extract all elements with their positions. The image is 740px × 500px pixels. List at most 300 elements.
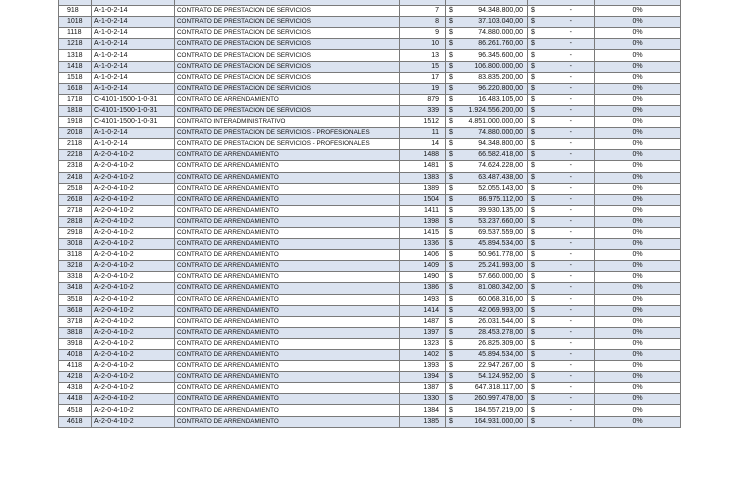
currency-symbol-cell: $ xyxy=(528,316,540,327)
execution-percent-cell: 0% xyxy=(595,338,681,349)
row-id-cell: 918 xyxy=(59,6,92,17)
budget-code-cell: A-2-0-4-10-2 xyxy=(92,372,175,383)
currency-symbol-cell: $ xyxy=(446,161,458,172)
execution-percent-cell: 0% xyxy=(595,150,681,161)
currency-symbol-cell: $ xyxy=(446,17,458,28)
contract-number-cell: 1394 xyxy=(400,372,446,383)
contract-amount-cell: 74.880.000,00 xyxy=(458,128,528,139)
table-row xyxy=(59,283,681,294)
currency-symbol-cell: $ xyxy=(528,39,540,50)
contract-type-cell: CONTRATO DE ARRENDAMIENTO xyxy=(175,405,400,416)
currency-symbol-cell: $ xyxy=(528,405,540,416)
budget-code-cell: A-2-0-4-10-2 xyxy=(92,205,175,216)
contract-number-cell: 17 xyxy=(400,72,446,83)
budget-code-cell: A-2-0-4-10-2 xyxy=(92,294,175,305)
table-row xyxy=(59,28,681,39)
table-row xyxy=(59,17,681,28)
execution-percent-cell: 0% xyxy=(595,405,681,416)
executed-amount-cell: - xyxy=(540,172,595,183)
row-id-cell: 2418 xyxy=(59,172,92,183)
contract-amount-cell: 106.800.000,00 xyxy=(458,61,528,72)
contract-amount-cell: 26.825.309,00 xyxy=(458,338,528,349)
budget-code-cell: A-1-0-2-14 xyxy=(92,17,175,28)
row-id-cell: 3318 xyxy=(59,272,92,283)
table-row xyxy=(59,338,681,349)
currency-symbol-cell: $ xyxy=(446,205,458,216)
currency-symbol-cell: $ xyxy=(528,283,540,294)
row-id-cell: 3518 xyxy=(59,294,92,305)
currency-symbol-cell: $ xyxy=(528,61,540,72)
currency-symbol-cell: $ xyxy=(446,216,458,227)
table-row xyxy=(59,372,681,383)
contract-type-cell: CONTRATO DE PRESTACION DE SERVICIOS xyxy=(175,17,400,28)
contract-amount-cell: 184.557.219,00 xyxy=(458,405,528,416)
executed-amount-cell: - xyxy=(540,128,595,139)
contract-type-cell: CONTRATO DE ARRENDAMIENTO xyxy=(175,305,400,316)
contract-type-cell: CONTRATO DE ARRENDAMIENTO xyxy=(175,394,400,405)
table-row xyxy=(59,194,681,205)
contract-type-cell: CONTRATO DE ARRENDAMIENTO xyxy=(175,283,400,294)
row-id-cell: 1718 xyxy=(59,94,92,105)
row-id-cell: 4018 xyxy=(59,350,92,361)
contract-number-cell: 8 xyxy=(400,17,446,28)
executed-amount-cell: - xyxy=(540,283,595,294)
contract-amount-cell: 260.997.478,00 xyxy=(458,394,528,405)
currency-symbol-cell: $ xyxy=(528,94,540,105)
executed-amount-cell: - xyxy=(540,361,595,372)
contract-amount-cell: 45.894.534,00 xyxy=(458,350,528,361)
row-id-cell: 1318 xyxy=(59,50,92,61)
executed-amount-cell: - xyxy=(540,72,595,83)
row-id-cell: 3918 xyxy=(59,338,92,349)
contract-type-cell: CONTRATO DE ARRENDAMIENTO xyxy=(175,294,400,305)
executed-amount-cell: - xyxy=(540,105,595,116)
budget-code-cell: A-1-0-2-14 xyxy=(92,50,175,61)
contract-type-cell: CONTRATO DE ARRENDAMIENTO xyxy=(175,183,400,194)
execution-percent-cell: 0% xyxy=(595,61,681,72)
contract-amount-cell: 22.947.267,00 xyxy=(458,361,528,372)
currency-symbol-cell: $ xyxy=(446,139,458,150)
currency-symbol-cell: $ xyxy=(446,405,458,416)
currency-symbol-cell: $ xyxy=(446,350,458,361)
currency-symbol-cell: $ xyxy=(446,261,458,272)
row-id-cell: 2118 xyxy=(59,139,92,150)
currency-symbol-cell: $ xyxy=(528,161,540,172)
currency-symbol-cell: $ xyxy=(446,150,458,161)
contract-number-cell: 13 xyxy=(400,50,446,61)
contract-number-cell: 1398 xyxy=(400,216,446,227)
row-id-cell: 2718 xyxy=(59,205,92,216)
budget-code-cell: A-2-0-4-10-2 xyxy=(92,216,175,227)
currency-symbol-cell: $ xyxy=(446,305,458,316)
currency-symbol-cell: $ xyxy=(528,172,540,183)
executed-amount-cell: - xyxy=(540,383,595,394)
executed-amount-cell: - xyxy=(540,261,595,272)
currency-symbol-cell: $ xyxy=(446,194,458,205)
execution-percent-cell: 0% xyxy=(595,227,681,238)
currency-symbol-cell: $ xyxy=(446,183,458,194)
execution-percent-cell: 0% xyxy=(595,294,681,305)
execution-percent-cell: 0% xyxy=(595,416,681,427)
table-row xyxy=(59,161,681,172)
table-row xyxy=(59,394,681,405)
budget-code-cell: A-2-0-4-10-2 xyxy=(92,183,175,194)
executed-amount-cell: - xyxy=(540,272,595,283)
row-id-cell: 4118 xyxy=(59,361,92,372)
table-row xyxy=(59,72,681,83)
execution-percent-cell: 0% xyxy=(595,239,681,250)
executed-amount-cell: - xyxy=(540,327,595,338)
table-row xyxy=(59,83,681,94)
budget-code-cell: A-2-0-4-10-2 xyxy=(92,361,175,372)
row-id-cell: 3418 xyxy=(59,283,92,294)
table-row xyxy=(59,405,681,416)
table-row xyxy=(59,361,681,372)
contract-type-cell: CONTRATO DE PRESTACION DE SERVICIOS xyxy=(175,50,400,61)
contract-number-cell: 339 xyxy=(400,105,446,116)
executed-amount-cell: - xyxy=(540,305,595,316)
budget-code-cell: A-2-0-4-10-2 xyxy=(92,150,175,161)
execution-percent-cell: 0% xyxy=(595,139,681,150)
executed-amount-cell: - xyxy=(540,139,595,150)
budget-code-cell: A-2-0-4-10-2 xyxy=(92,272,175,283)
currency-symbol-cell: $ xyxy=(528,50,540,61)
executed-amount-cell: - xyxy=(540,405,595,416)
currency-symbol-cell: $ xyxy=(528,294,540,305)
budget-code-cell: A-2-0-4-10-2 xyxy=(92,283,175,294)
contract-number-cell: 1490 xyxy=(400,272,446,283)
budget-code-cell: C-4101-1500-1-0-31 xyxy=(92,105,175,116)
currency-symbol-cell: $ xyxy=(528,139,540,150)
contract-type-cell: CONTRATO DE PRESTACION DE SERVICIOS - PROFESIONALES xyxy=(175,128,400,139)
table-row xyxy=(59,39,681,50)
executed-amount-cell: - xyxy=(540,50,595,61)
execution-percent-cell: 0% xyxy=(595,216,681,227)
row-id-cell: 4518 xyxy=(59,405,92,416)
contract-amount-cell: 86.975.112,00 xyxy=(458,194,528,205)
row-id-cell: 1618 xyxy=(59,83,92,94)
currency-symbol-cell: $ xyxy=(528,350,540,361)
executed-amount-cell: - xyxy=(540,61,595,72)
execution-percent-cell: 0% xyxy=(595,194,681,205)
table-row xyxy=(59,50,681,61)
execution-percent-cell: 0% xyxy=(595,94,681,105)
contract-type-cell: CONTRATO DE ARRENDAMIENTO xyxy=(175,327,400,338)
table-row xyxy=(59,139,681,150)
currency-symbol-cell: $ xyxy=(446,28,458,39)
currency-symbol-cell: $ xyxy=(528,361,540,372)
table-row xyxy=(59,350,681,361)
contract-number-cell: 11 xyxy=(400,128,446,139)
budget-code-cell: C-4101-1500-1-0-31 xyxy=(92,94,175,105)
contract-amount-cell: 1.924.556.200,00 xyxy=(458,105,528,116)
table-row xyxy=(59,128,681,139)
executed-amount-cell: - xyxy=(540,94,595,105)
contracts-table xyxy=(58,0,681,428)
execution-percent-cell: 0% xyxy=(595,361,681,372)
table-row xyxy=(59,416,681,427)
execution-percent-cell: 0% xyxy=(595,105,681,116)
contract-amount-cell: 25.241.993,00 xyxy=(458,261,528,272)
table-row xyxy=(59,61,681,72)
contract-number-cell: 1406 xyxy=(400,250,446,261)
contract-type-cell: CONTRATO DE ARRENDAMIENTO xyxy=(175,350,400,361)
row-id-cell: 1818 xyxy=(59,105,92,116)
contract-amount-cell: 60.068.316,00 xyxy=(458,294,528,305)
row-id-cell: 4418 xyxy=(59,394,92,405)
table-row xyxy=(59,305,681,316)
contract-number-cell: 19 xyxy=(400,83,446,94)
budget-code-cell: A-2-0-4-10-2 xyxy=(92,305,175,316)
currency-symbol-cell: $ xyxy=(528,72,540,83)
currency-symbol-cell: $ xyxy=(446,72,458,83)
currency-symbol-cell: $ xyxy=(446,117,458,128)
contract-number-cell: 1323 xyxy=(400,338,446,349)
budget-code-cell: A-2-0-4-10-2 xyxy=(92,383,175,394)
executed-amount-cell: - xyxy=(540,394,595,405)
currency-symbol-cell: $ xyxy=(528,117,540,128)
contract-amount-cell: 94.348.800,00 xyxy=(458,139,528,150)
budget-code-cell: A-1-0-2-14 xyxy=(92,28,175,39)
row-id-cell: 3018 xyxy=(59,239,92,250)
contract-amount-cell: 39.930.135,00 xyxy=(458,205,528,216)
contract-type-cell: CONTRATO DE ARRENDAMIENTO xyxy=(175,194,400,205)
budget-code-cell: A-1-0-2-14 xyxy=(92,6,175,17)
execution-percent-cell: 0% xyxy=(595,28,681,39)
contract-amount-cell: 63.487.438,00 xyxy=(458,172,528,183)
budget-code-cell: A-2-0-4-10-2 xyxy=(92,239,175,250)
currency-symbol-cell: $ xyxy=(446,61,458,72)
contract-amount-cell: 37.103.040,00 xyxy=(458,17,528,28)
budget-code-cell: A-2-0-4-10-2 xyxy=(92,405,175,416)
execution-percent-cell: 0% xyxy=(595,205,681,216)
currency-symbol-cell: $ xyxy=(528,250,540,261)
contract-type-cell: CONTRATO DE ARRENDAMIENTO xyxy=(175,361,400,372)
currency-symbol-cell: $ xyxy=(528,338,540,349)
row-id-cell: 4318 xyxy=(59,383,92,394)
row-id-cell: 3218 xyxy=(59,261,92,272)
contract-type-cell: CONTRATO DE ARRENDAMIENTO xyxy=(175,250,400,261)
contract-amount-cell: 4.851.000.000,00 xyxy=(458,117,528,128)
contract-amount-cell: 42.069.993,00 xyxy=(458,305,528,316)
execution-percent-cell: 0% xyxy=(595,261,681,272)
budget-code-cell: A-1-0-2-14 xyxy=(92,39,175,50)
contract-number-cell: 1336 xyxy=(400,239,446,250)
executed-amount-cell: - xyxy=(540,28,595,39)
contract-type-cell: CONTRATO DE PRESTACION DE SERVICIOS xyxy=(175,39,400,50)
table-row xyxy=(59,294,681,305)
currency-symbol-cell: $ xyxy=(528,327,540,338)
contract-amount-cell: 74.624.228,00 xyxy=(458,161,528,172)
currency-symbol-cell: $ xyxy=(446,383,458,394)
executed-amount-cell: - xyxy=(540,17,595,28)
budget-code-cell: A-2-0-4-10-2 xyxy=(92,316,175,327)
currency-symbol-cell: $ xyxy=(528,105,540,116)
execution-percent-cell: 0% xyxy=(595,327,681,338)
currency-symbol-cell: $ xyxy=(446,239,458,250)
executed-amount-cell: - xyxy=(540,316,595,327)
executed-amount-cell: - xyxy=(540,227,595,238)
row-id-cell: 3118 xyxy=(59,250,92,261)
table-row xyxy=(59,239,681,250)
row-id-cell: 1118 xyxy=(59,28,92,39)
executed-amount-cell: - xyxy=(540,83,595,94)
execution-percent-cell: 0% xyxy=(595,272,681,283)
execution-percent-cell: 0% xyxy=(595,128,681,139)
table-row xyxy=(59,6,681,17)
contract-number-cell: 1481 xyxy=(400,161,446,172)
currency-symbol-cell: $ xyxy=(528,183,540,194)
budget-code-cell: A-2-0-4-10-2 xyxy=(92,327,175,338)
currency-symbol-cell: $ xyxy=(528,128,540,139)
row-id-cell: 2318 xyxy=(59,161,92,172)
contract-number-cell: 1385 xyxy=(400,416,446,427)
executed-amount-cell: - xyxy=(540,6,595,17)
budget-code-cell: A-2-0-4-10-2 xyxy=(92,161,175,172)
contract-number-cell: 1487 xyxy=(400,316,446,327)
row-id-cell: 3618 xyxy=(59,305,92,316)
row-id-cell: 2518 xyxy=(59,183,92,194)
row-id-cell: 4618 xyxy=(59,416,92,427)
contract-number-cell: 1330 xyxy=(400,394,446,405)
budget-code-cell: A-1-0-2-14 xyxy=(92,61,175,72)
contract-number-cell: 15 xyxy=(400,61,446,72)
contract-amount-cell: 57.660.000,00 xyxy=(458,272,528,283)
currency-symbol-cell: $ xyxy=(528,205,540,216)
table-row xyxy=(59,94,681,105)
currency-symbol-cell: $ xyxy=(446,227,458,238)
row-id-cell: 1418 xyxy=(59,61,92,72)
execution-percent-cell: 0% xyxy=(595,372,681,383)
executed-amount-cell: - xyxy=(540,161,595,172)
currency-symbol-cell: $ xyxy=(528,383,540,394)
contract-type-cell: CONTRATO DE ARRENDAMIENTO xyxy=(175,338,400,349)
contract-type-cell: CONTRATO DE ARRENDAMIENTO xyxy=(175,161,400,172)
row-id-cell: 2218 xyxy=(59,150,92,161)
contract-number-cell: 879 xyxy=(400,94,446,105)
executed-amount-cell: - xyxy=(540,250,595,261)
table-row xyxy=(59,172,681,183)
contract-number-cell: 1488 xyxy=(400,150,446,161)
row-id-cell: 3718 xyxy=(59,316,92,327)
execution-percent-cell: 0% xyxy=(595,283,681,294)
contract-type-cell: CONTRATO DE PRESTACION DE SERVICIOS xyxy=(175,72,400,83)
table-row xyxy=(59,227,681,238)
contract-type-cell: CONTRATO INTERADMINISTRATIVO xyxy=(175,117,400,128)
executed-amount-cell: - xyxy=(540,350,595,361)
budget-code-cell: A-2-0-4-10-2 xyxy=(92,394,175,405)
contract-number-cell: 1512 xyxy=(400,117,446,128)
contract-number-cell: 1393 xyxy=(400,361,446,372)
contract-amount-cell: 83.835.200,00 xyxy=(458,72,528,83)
executed-amount-cell: - xyxy=(540,117,595,128)
currency-symbol-cell: $ xyxy=(528,17,540,28)
execution-percent-cell: 0% xyxy=(595,161,681,172)
table-row xyxy=(59,261,681,272)
contract-amount-cell: 28.453.278,00 xyxy=(458,327,528,338)
currency-symbol-cell: $ xyxy=(446,83,458,94)
currency-symbol-cell: $ xyxy=(446,394,458,405)
contract-amount-cell: 69.537.559,00 xyxy=(458,227,528,238)
contract-number-cell: 1387 xyxy=(400,383,446,394)
budget-code-cell: A-2-0-4-10-2 xyxy=(92,172,175,183)
row-id-cell: 2818 xyxy=(59,216,92,227)
contract-type-cell: CONTRATO DE PRESTACION DE SERVICIOS xyxy=(175,28,400,39)
currency-symbol-cell: $ xyxy=(528,216,540,227)
contract-type-cell: CONTRATO DE ARRENDAMIENTO xyxy=(175,316,400,327)
contract-number-cell: 1411 xyxy=(400,205,446,216)
execution-percent-cell: 0% xyxy=(595,83,681,94)
contract-number-cell: 1504 xyxy=(400,194,446,205)
contract-number-cell: 14 xyxy=(400,139,446,150)
currency-symbol-cell: $ xyxy=(446,338,458,349)
executed-amount-cell: - xyxy=(540,150,595,161)
executed-amount-cell: - xyxy=(540,338,595,349)
currency-symbol-cell: $ xyxy=(446,128,458,139)
row-id-cell: 2918 xyxy=(59,227,92,238)
contract-amount-cell: 54.124.952,00 xyxy=(458,372,528,383)
currency-symbol-cell: $ xyxy=(528,6,540,17)
table-row xyxy=(59,216,681,227)
currency-symbol-cell: $ xyxy=(446,94,458,105)
table-row xyxy=(59,327,681,338)
currency-symbol-cell: $ xyxy=(446,361,458,372)
execution-percent-cell: 0% xyxy=(595,350,681,361)
budget-code-cell: A-1-0-2-14 xyxy=(92,72,175,83)
currency-symbol-cell: $ xyxy=(446,6,458,17)
contract-amount-cell: 86.261.760,00 xyxy=(458,39,528,50)
table-row xyxy=(59,105,681,116)
execution-percent-cell: 0% xyxy=(595,250,681,261)
contract-number-cell: 10 xyxy=(400,39,446,50)
contract-type-cell: CONTRATO DE ARRENDAMIENTO xyxy=(175,372,400,383)
budget-code-cell: A-1-0-2-14 xyxy=(92,83,175,94)
contract-number-cell: 1402 xyxy=(400,350,446,361)
contract-type-cell: CONTRATO DE PRESTACION DE SERVICIOS xyxy=(175,6,400,17)
contract-number-cell: 1383 xyxy=(400,172,446,183)
execution-percent-cell: 0% xyxy=(595,183,681,194)
contract-amount-cell: 647.318.117,00 xyxy=(458,383,528,394)
contract-amount-cell: 81.080.342,00 xyxy=(458,283,528,294)
executed-amount-cell: - xyxy=(540,294,595,305)
currency-symbol-cell: $ xyxy=(446,416,458,427)
table-row xyxy=(59,272,681,283)
budget-code-cell: A-2-0-4-10-2 xyxy=(92,261,175,272)
budget-code-cell: A-2-0-4-10-2 xyxy=(92,227,175,238)
execution-percent-cell: 0% xyxy=(595,117,681,128)
contract-amount-cell: 53.237.660,00 xyxy=(458,216,528,227)
contract-number-cell: 1414 xyxy=(400,305,446,316)
contract-type-cell: CONTRATO DE PRESTACION DE SERVICIOS - PROFESIONALES xyxy=(175,139,400,150)
contract-type-cell: CONTRATO DE ARRENDAMIENTO xyxy=(175,150,400,161)
contract-amount-cell: 94.348.800,00 xyxy=(458,6,528,17)
contract-amount-cell: 164.931.000,00 xyxy=(458,416,528,427)
currency-symbol-cell: $ xyxy=(528,394,540,405)
contract-type-cell: CONTRATO DE PRESTACION DE SERVICIOS xyxy=(175,105,400,116)
currency-symbol-cell: $ xyxy=(528,272,540,283)
contract-number-cell: 1493 xyxy=(400,294,446,305)
budget-code-cell: A-1-0-2-14 xyxy=(92,128,175,139)
budget-code-cell: A-2-0-4-10-2 xyxy=(92,194,175,205)
budget-code-cell: A-2-0-4-10-2 xyxy=(92,416,175,427)
currency-symbol-cell: $ xyxy=(528,416,540,427)
contract-type-cell: CONTRATO DE PRESTACION DE SERVICIOS xyxy=(175,83,400,94)
row-id-cell: 1018 xyxy=(59,17,92,28)
currency-symbol-cell: $ xyxy=(528,305,540,316)
row-id-cell: 3818 xyxy=(59,327,92,338)
table-row xyxy=(59,250,681,261)
currency-symbol-cell: $ xyxy=(528,239,540,250)
